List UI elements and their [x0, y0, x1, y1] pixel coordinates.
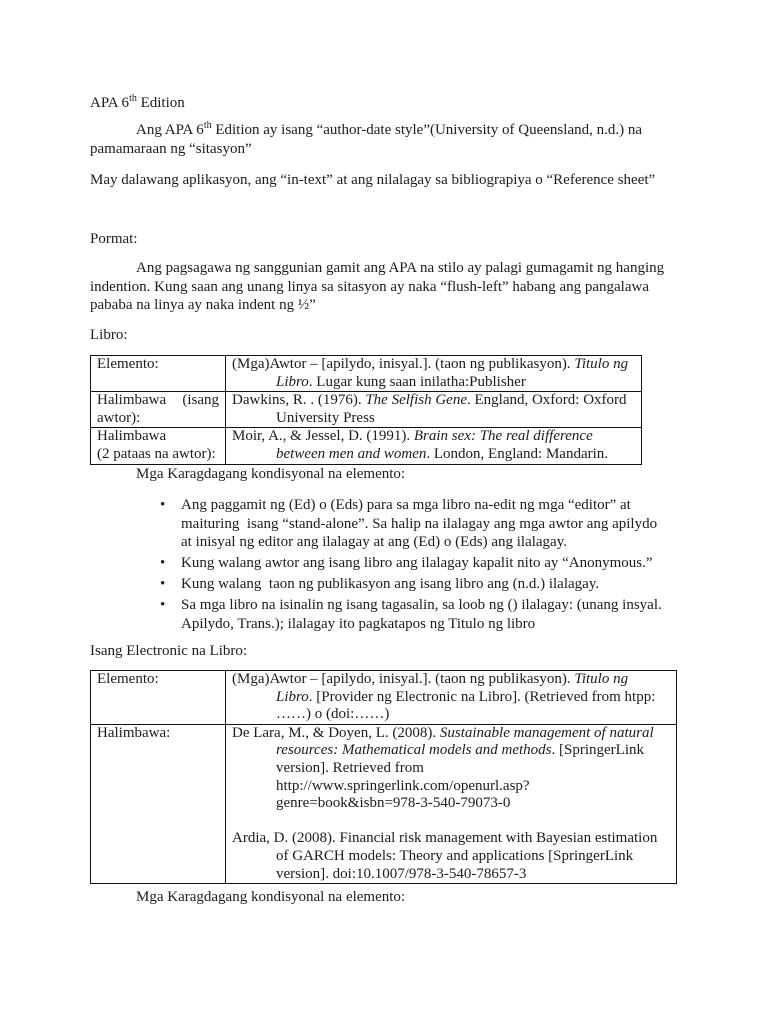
label-line: (2 pataas na awtor):: [97, 445, 216, 462]
title-superscript: th: [129, 93, 137, 104]
paragraph-line: pamamaraan ng “sitasyon”: [90, 140, 252, 157]
table-row: [91, 428, 642, 464]
citation-url-line: http://www.springerlink.com/openurl.asp?: [276, 777, 530, 794]
citation-line: [232, 671, 670, 689]
citation-title-italic: The Selfish Gene: [365, 392, 467, 409]
citation-text: (Mga)Awtor – [apilydo, inisyal.]. (taon ng publikasyon).: [232, 356, 575, 372]
table-row: [91, 356, 642, 392]
citation-url-line: genre=book&isbn=978-3-540-79073-0: [276, 795, 511, 812]
label-line: Elemento:: [97, 671, 159, 687]
label-line: Halimbawa:: [97, 724, 171, 741]
conditional-elements-heading: Mga Karagdagang kondisyonal na elemento:: [136, 466, 406, 482]
citation-line: [232, 689, 670, 707]
bullet-icon: •: [160, 597, 166, 613]
item-line: Kung walang awtor ang isang libro ang ilalagay kapalit nito ay “Anonymous.”: [181, 555, 653, 571]
citation-line: [232, 446, 635, 464]
section-heading-pormat: Pormat:: [90, 231, 138, 247]
label-line: Elemento:: [97, 356, 159, 372]
table-row: [91, 671, 677, 725]
row-label: [91, 428, 226, 464]
citation-line: [232, 356, 635, 374]
citation-text: . London, England: Mandarin.: [426, 445, 609, 462]
citation-line: [232, 742, 670, 760]
citation-line: version]. Retrieved from: [276, 759, 424, 776]
citation-title-italic: Brain sex: The real difference: [413, 428, 593, 445]
bullet-icon: •: [160, 576, 166, 592]
citation-text: . Lugar kung saan inilatha:Publisher: [308, 373, 526, 390]
item-line: maituring isang “stand-alone”. Sa halip na ilalagay ang mga awtor ang apilydo: [181, 515, 658, 532]
citation-title-italic: between men and women: [276, 445, 427, 462]
citation-title-italic: Sustainable management of natural: [439, 724, 654, 741]
label-line: awtor):: [97, 409, 141, 426]
citation-line: ……) o (doi:……): [276, 706, 390, 723]
citation-line: of GARCH models: Theory and applications [SpringerLink: [276, 847, 634, 864]
item-line: Kung walang taon ng publikasyon ang isang libro ang (n.d.) ilalagay.: [181, 576, 600, 592]
citation-text: Dawkins, R. . (1976).: [232, 392, 366, 409]
reference-entry: [232, 725, 670, 813]
item-line: Sa mga libro na isinalin ng isang tagasalin, sa loob ng () ilalagay: (unang insyal.: [181, 597, 662, 613]
row-content: [226, 356, 642, 392]
section-heading-ebook: Isang Electronic na Libro:: [90, 643, 248, 659]
table-row: [91, 724, 677, 883]
citation-line: [232, 374, 635, 392]
intro-superscript: th: [203, 120, 212, 131]
citation-line: [232, 392, 635, 410]
row-content: [226, 724, 677, 883]
label-line: Halimbawa: [97, 428, 167, 445]
label-line: Halimbawa (isang: [97, 392, 219, 409]
conditional-elements-list: [90, 496, 662, 633]
title-text-end: Edition: [136, 95, 185, 111]
citation-line: [232, 725, 670, 743]
list-item: [90, 596, 662, 633]
paragraph-line: Ang pagsagawa ng sanggunian gamit ang APA na stilo ay palagi gumagamit ng hanging: [136, 260, 665, 276]
row-label: [91, 724, 226, 883]
citation-line: version]. doi:10.1007/978-3-540-78657-3: [276, 865, 527, 882]
citation-title-italic: resources: Mathematical models and methods: [276, 742, 552, 759]
conditional-elements-heading: Mga Karagdagang kondisyonal na elemento:: [136, 889, 406, 905]
citation-text: . England, Oxford: Oxford: [466, 392, 627, 409]
paragraph-line: indention. Kung saan ang unang linya sa sitasyon ay naka “flush-left” habang ang pangalawa: [90, 278, 649, 295]
libro-format-table: [90, 355, 642, 465]
citation-line: Ardia, D. (2008). Financial risk management with Bayesian estimation: [232, 830, 658, 847]
intro-text: Ang APA 6: [136, 122, 204, 138]
list-item: [90, 554, 662, 573]
list-item: [90, 575, 662, 594]
bullet-icon: •: [160, 497, 166, 513]
bullet-icon: •: [160, 555, 166, 571]
row-content: [226, 392, 642, 428]
title-text: APA 6: [90, 95, 130, 111]
citation-title-italic: Titulo ng: [574, 671, 629, 687]
citation-text: (Mga)Awtor – [apilydo, inisyal.]. (taon ng publikasyon).: [232, 671, 575, 687]
item-line: Apilydo, Trans.); ilalagay ito pagkatapos ng Titulo ng libro: [181, 615, 536, 632]
list-item: [90, 496, 662, 552]
citation-line: University Press: [276, 409, 375, 426]
pormat-paragraph: [90, 259, 664, 315]
row-content: [226, 671, 677, 725]
citation-text: . [Provider ng Electronic na Libro]. (Retrieved from htpp:: [308, 688, 656, 705]
intro-text-end: Edition ay isang “author-date style”(University of Queensland, n.d.) na: [211, 122, 643, 138]
citation-text: . [SpringerLink: [551, 742, 644, 759]
item-line: Ang paggamit ng (Ed) o (Eds) para sa mga libro na-edit ng mga “editor” at: [181, 497, 631, 513]
intro-paragraph: [90, 121, 642, 158]
table-row: [91, 392, 642, 428]
citation-line: [232, 428, 635, 446]
page-title: [90, 94, 185, 113]
row-label: [91, 671, 226, 725]
applications-paragraph: May dalawang aplikasyon, ang “in-text” at ang nilalagay sa bibliograpiya o “Reference sheet”: [90, 172, 656, 188]
row-label: [91, 392, 226, 428]
paragraph-line: pababa na linya ay naka indent ng ½”: [90, 297, 316, 313]
item-line: at inisyal ng editor ang ilalagay at ang (Ed) o (Eds) ang ilalagay.: [181, 534, 567, 550]
citation-text: De Lara, M., & Doyen, L. (2008).: [232, 724, 440, 741]
citation-title-italic: Titulo ng: [574, 356, 629, 372]
citation-text: Moir, A., & Jessel, D. (1991).: [232, 428, 414, 445]
reference-entry: [232, 830, 670, 883]
ebook-format-table: [90, 670, 677, 884]
citation-title-italic: Libro: [276, 688, 309, 705]
citation-title-italic: Libro: [276, 373, 309, 390]
row-content: [226, 428, 642, 464]
row-label: [91, 356, 226, 392]
paragraph-line: [90, 121, 642, 140]
section-heading-libro: Libro:: [90, 327, 128, 343]
